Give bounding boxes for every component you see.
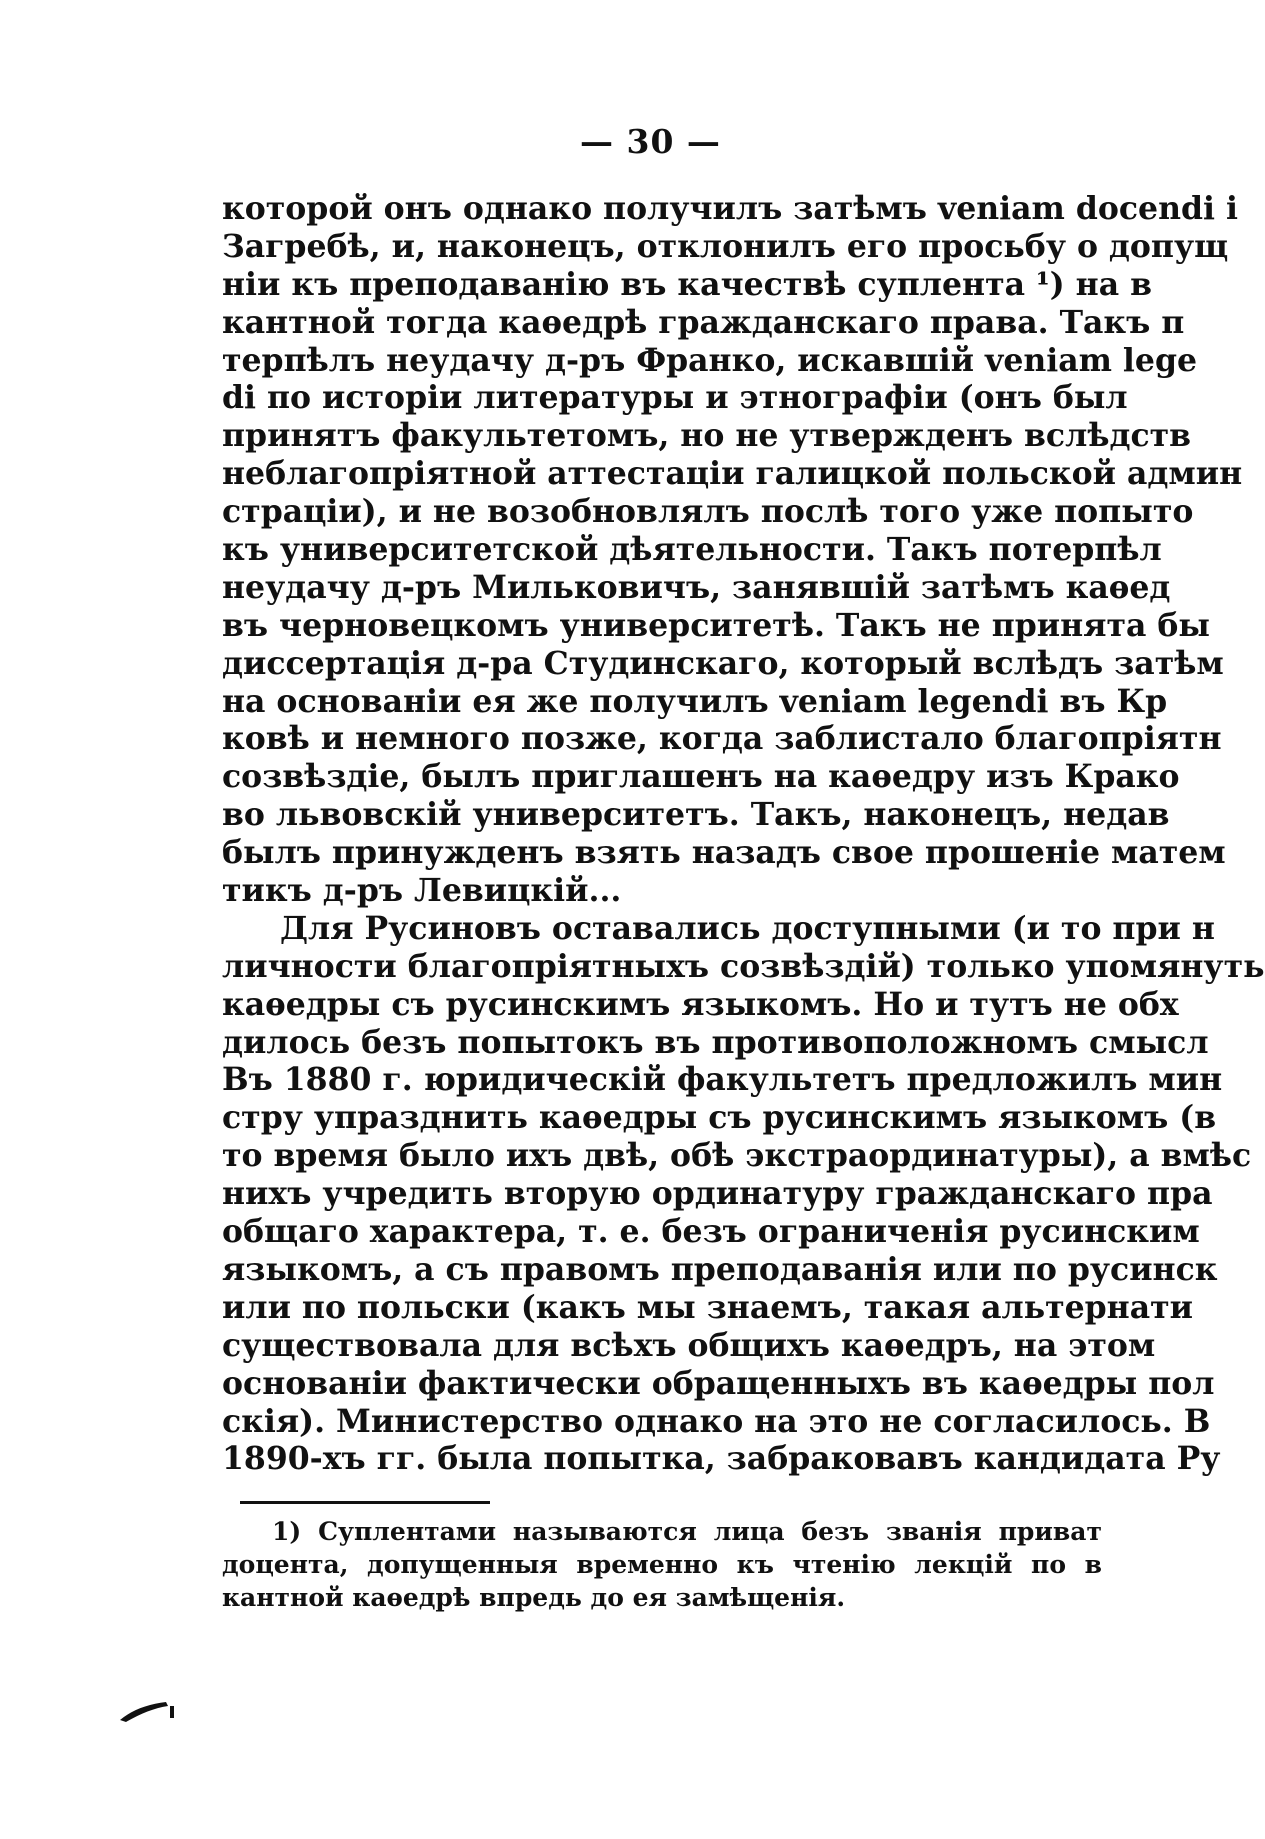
text-line: каѳедры съ русинскимъ языкомъ. Но и тутъ не обх — [222, 985, 1179, 1023]
text-line: 1890-хъ гг. была попытка, забраковавъ кандидата Ру — [222, 1440, 1221, 1478]
page-number: — 30 — — [580, 122, 721, 161]
ink-blot — [118, 1700, 180, 1722]
text-line: неудачу д-ръ Мильковичъ, занявшій затѣмъ каѳед — [222, 568, 1171, 606]
footnote-line: кантной каѳедрѣ впредь до ея замѣщенія. — [222, 1583, 846, 1612]
text-line: стру упразднить каѳедры съ русинскимъ языкомъ (в — [222, 1099, 1217, 1137]
text-line: которой онъ однако получилъ затѣмъ veniam docendi і — [222, 190, 1238, 227]
text-line: di по исторіи литературы и этнографіи (онъ был — [222, 379, 1128, 417]
text-line: къ университетской дѣятельности. Такъ потерпѣл — [222, 531, 1162, 569]
footnote-line: 1) Суплентами называются лица безъ званія приват — [272, 1517, 1102, 1546]
main-text — [222, 190, 1265, 1478]
text-line: терпѣлъ неудачу д-ръ Франко, искавшій veniam lege — [222, 341, 1198, 379]
text-line: кантной тогда каѳедрѣ гражданскаго права. Такъ п — [222, 303, 1185, 341]
text-line: или по польски (какъ мы знаемъ, такая альтернати — [222, 1288, 1194, 1326]
text-line: скія). Министерство однако на это не согласилось. В — [222, 1402, 1211, 1440]
text-line: ковѣ и немного позже, когда заблистало благопріятн — [222, 720, 1222, 758]
text-line: диссертація д-ра Студинскаго, который вслѣдъ затѣм — [222, 644, 1224, 682]
text-line: во львовскій университетъ. Такъ, наконецъ, недав — [222, 796, 1170, 834]
text-line: Въ 1880 г. юридическій факультетъ предложилъ мин — [222, 1061, 1223, 1099]
text-line: неблагопріятной аттестаціи галицкой польской админ — [222, 455, 1243, 493]
text-line: въ черновецкомъ университетѣ. Такъ не принята бы — [222, 606, 1210, 644]
text-line: Для Русиновъ оставались доступными (и то при н — [280, 909, 1215, 947]
text-line: существовала для всѣхъ общихъ каѳедръ, на этом — [222, 1326, 1156, 1364]
text-line: основаніи фактически обращенныхъ въ каѳедры пол — [222, 1364, 1215, 1402]
text-line: личности благопріятныхъ созвѣздій) только упомянуть — [222, 947, 1265, 985]
text-line: страціи), и не возобновлялъ послѣ того уже попыто — [222, 493, 1194, 531]
text-line: тикъ д-ръ Левицкій... — [222, 872, 622, 910]
text-line: Загребѣ, и, наконецъ, отклонилъ его просьбу о допущ — [222, 227, 1229, 265]
text-line: созвѣздіе, былъ приглашенъ на каѳедру изъ Крако — [222, 758, 1180, 796]
text-line: то время было ихъ двѣ, обѣ экстраординатуры), а вмѣс — [222, 1137, 1252, 1175]
footnote — [222, 1515, 1102, 1614]
text-line: былъ принужденъ взять назадъ свое прошеніе матем — [222, 834, 1226, 872]
text-line: нихъ учредить вторую ординатуру гражданскаго пра — [222, 1175, 1213, 1213]
text-line: дилось безъ попытокъ въ противоположномъ смысл — [222, 1023, 1209, 1061]
text-line: общаго характера, т. е. безъ ограниченія русинским — [222, 1213, 1200, 1251]
footnote-line: доцента, допущенныя временно къ чтенію лекцій по в — [222, 1550, 1102, 1579]
text-line: принятъ факультетомъ, но не утвержденъ вслѣдств — [222, 417, 1192, 455]
text-line: ніи къ преподаванію въ качествѣ суплента ¹) на в — [222, 265, 1152, 303]
footnote-divider — [240, 1501, 490, 1504]
text-line: на основаніи ея же получилъ veniam legendi въ Кр — [222, 682, 1168, 720]
text-line: языкомъ, а съ правомъ преподаванія или по русинск — [222, 1250, 1218, 1288]
